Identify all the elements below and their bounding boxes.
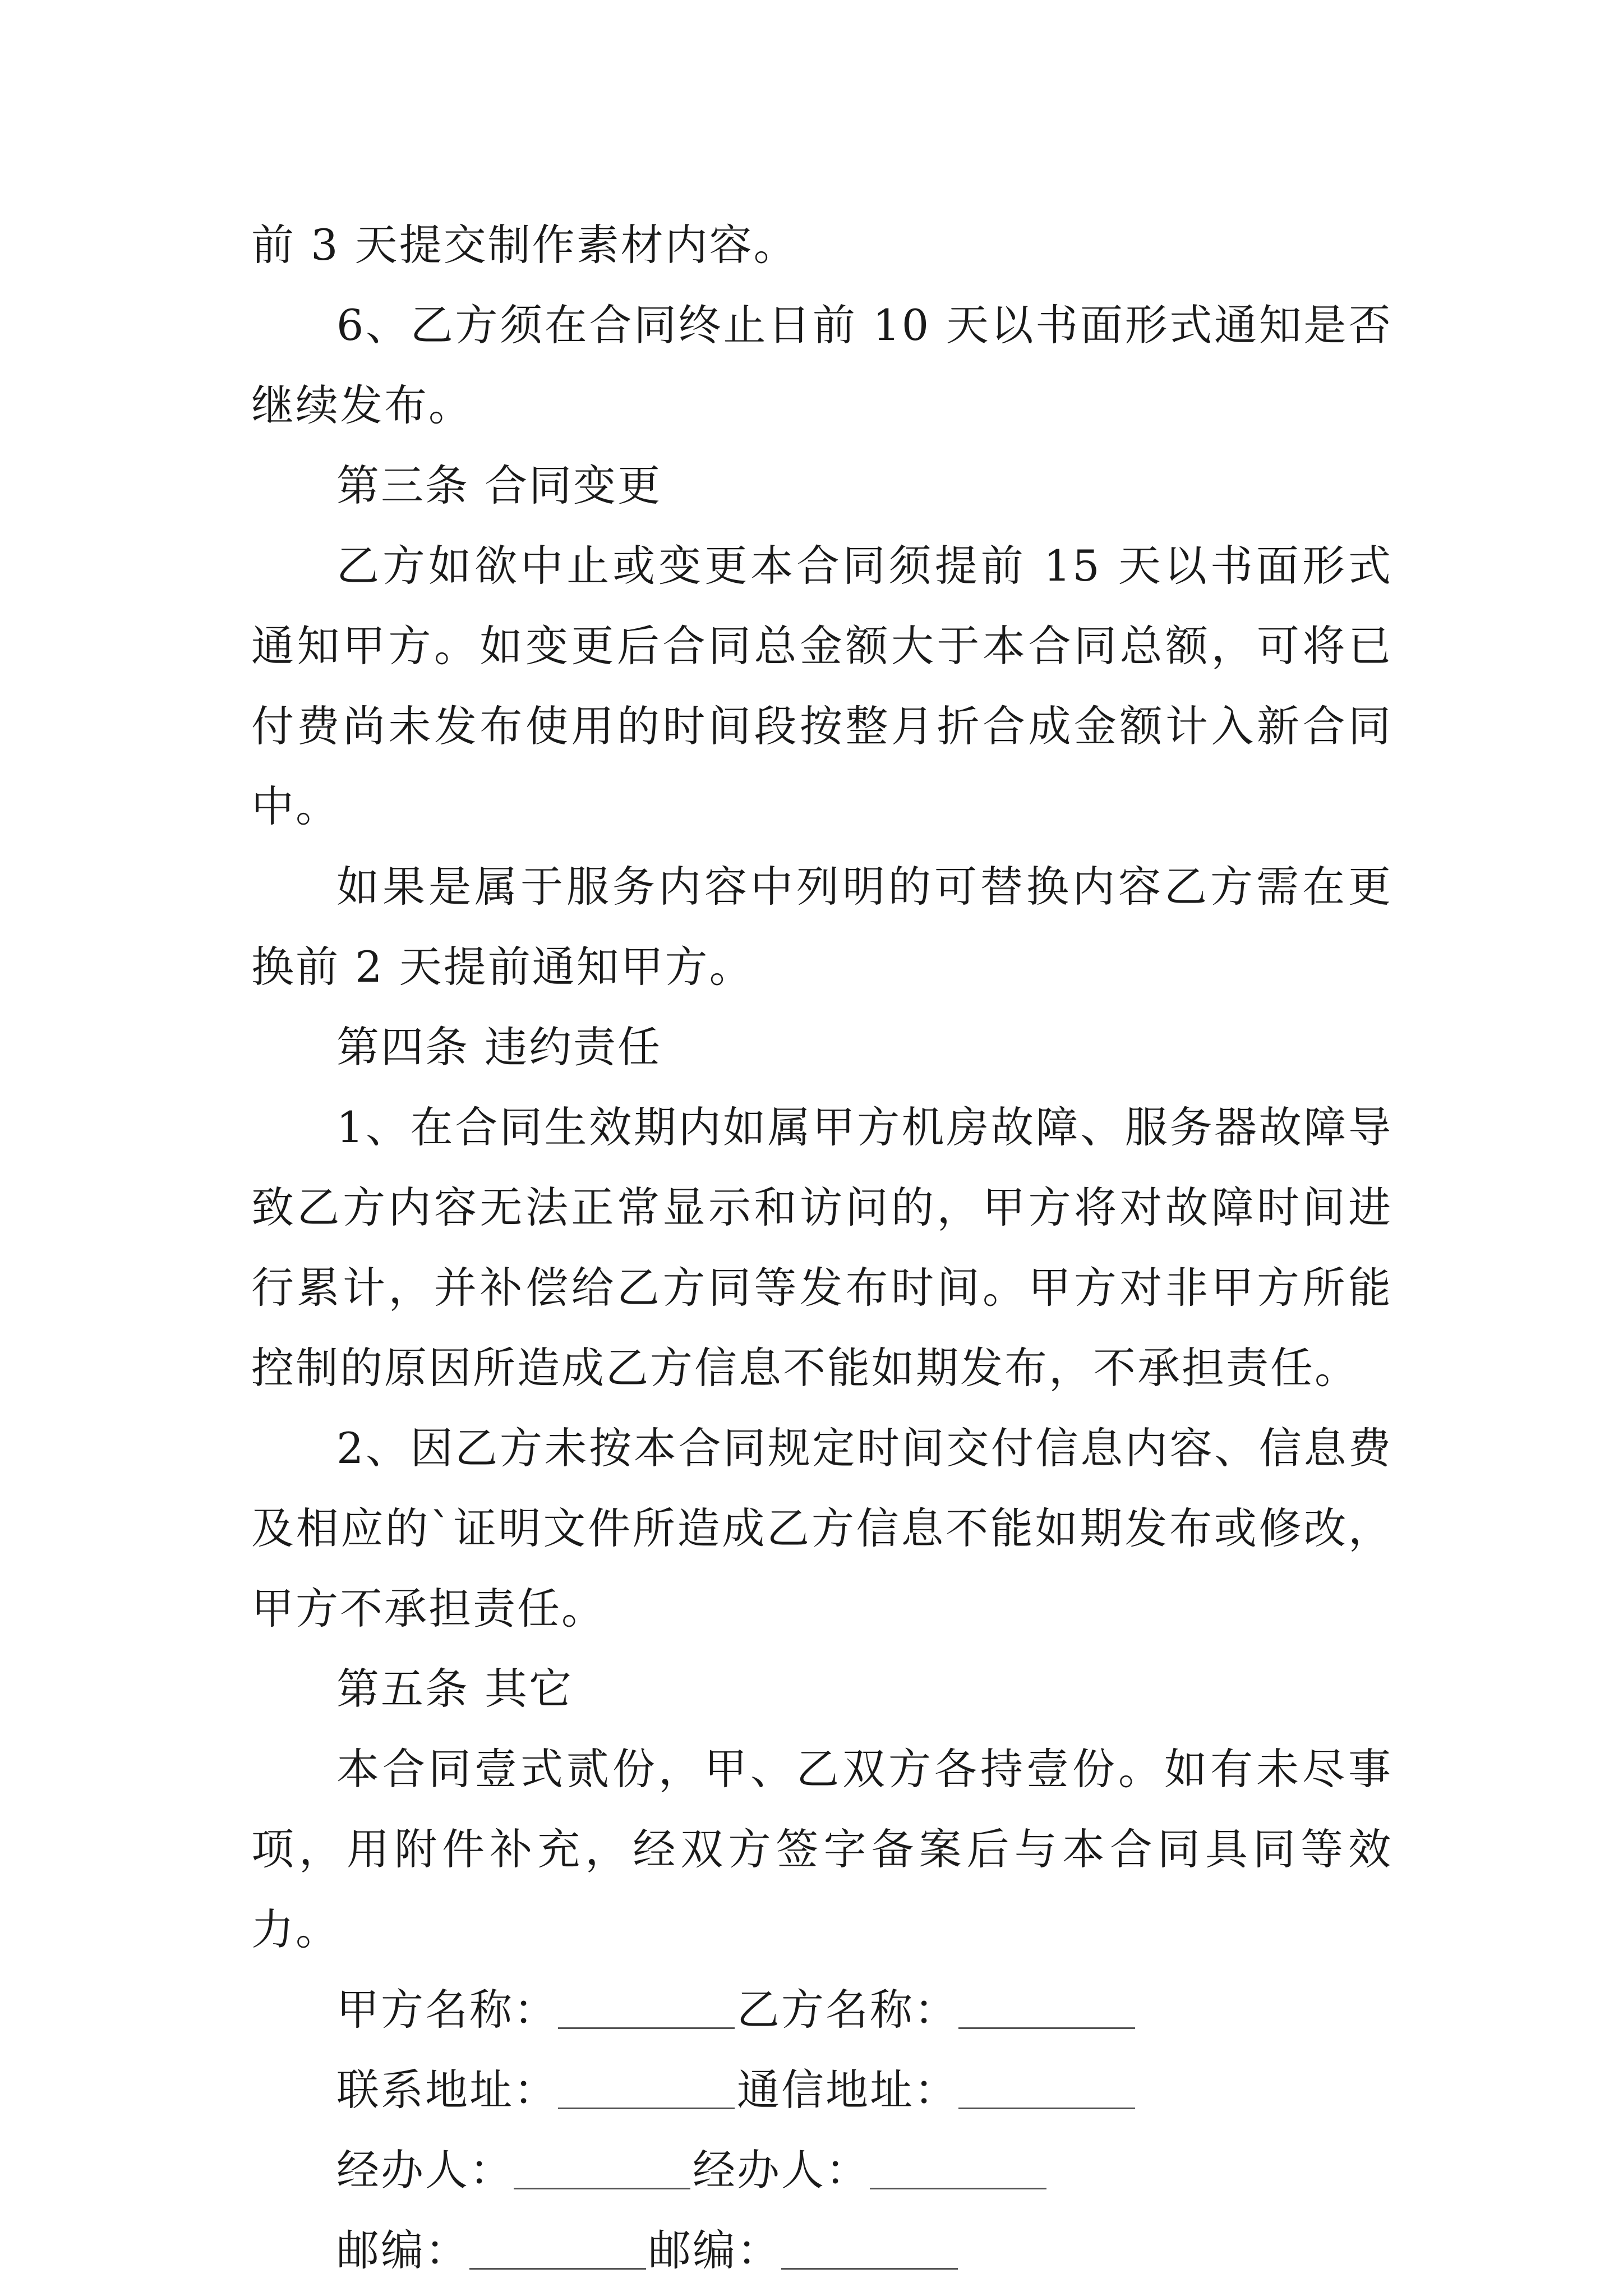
party-b-name-label: 乙方名称：	[737, 1985, 958, 2035]
article-3-heading: 第三条 合同变更	[336, 461, 662, 510]
party-a-address-label: 联系地址：	[336, 2065, 558, 2115]
article-4-heading: 第四条 违约责任	[336, 1022, 662, 1072]
article-3-paragraph-2: 如果是属于服务内容中列明的可替换内容乙方需在更换前 2 天提前通知甲方。	[251, 862, 1393, 992]
party-b-agent-label: 经办人：	[693, 2145, 870, 2195]
article-4-clause-1: 1、在合同生效期内如属甲方机房故障、服务器故障导致乙方内容无法正常显示和访问的，甲方将对故障时间进行累计，并补偿给乙方同等发布时间。甲方对非甲方所能控制的原因所造成乙方信息不能如期发布，不承担责任。	[251, 1102, 1393, 1393]
article-3-paragraph-1: 乙方如欲中止或变更本合同须提前 15 天以书面形式通知甲方。如变更后合同总金额大于本合同总额，可将已付费尚未发布使用的时间段按整月折合成金额计入新合同中。	[251, 541, 1393, 831]
signature-row-agent	[251, 2130, 1393, 2210]
contract-body	[251, 205, 1393, 2290]
party-a-agent-blank	[514, 2188, 690, 2189]
party-b-address-blank	[958, 2108, 1135, 2109]
signature-row-names	[251, 1970, 1393, 2050]
article-5-heading: 第五条 其它	[336, 1664, 574, 1714]
article-4-clause-2: 2、因乙方未按本合同规定时间交付信息内容、信息费及相应的`证明文件所造成乙方信息不能如期发布或修改，甲方不承担责任。	[251, 1423, 1393, 1634]
party-b-postcode-blank	[781, 2268, 958, 2270]
party-a-address-blank	[558, 2108, 735, 2109]
clause-6-notice: 6、乙方须在合同终止日前 10 天以书面形式通知是否继续发布。	[251, 300, 1393, 430]
signature-row-postcode	[251, 2210, 1393, 2290]
party-a-agent-label: 经办人：	[336, 2145, 514, 2195]
party-a-name-label: 甲方名称：	[336, 1985, 558, 2035]
party-a-postcode-blank	[469, 2268, 646, 2270]
party-b-address-label: 通信地址：	[737, 2065, 958, 2115]
signature-row-address	[251, 2050, 1393, 2130]
paragraph-continuation: 前 3 天提交制作素材内容。	[251, 220, 798, 270]
article-5-paragraph: 本合同壹式贰份，甲、乙双方各持壹份。如有未尽事项，用附件补充，经双方签字备案后与本合同具同等效力。	[251, 1744, 1393, 1954]
party-b-postcode-label: 邮编：	[648, 2225, 781, 2275]
party-b-agent-blank	[870, 2188, 1046, 2189]
party-b-name-blank	[958, 2027, 1135, 2029]
party-a-name-blank	[558, 2027, 735, 2029]
party-a-postcode-label: 邮编：	[336, 2225, 469, 2275]
